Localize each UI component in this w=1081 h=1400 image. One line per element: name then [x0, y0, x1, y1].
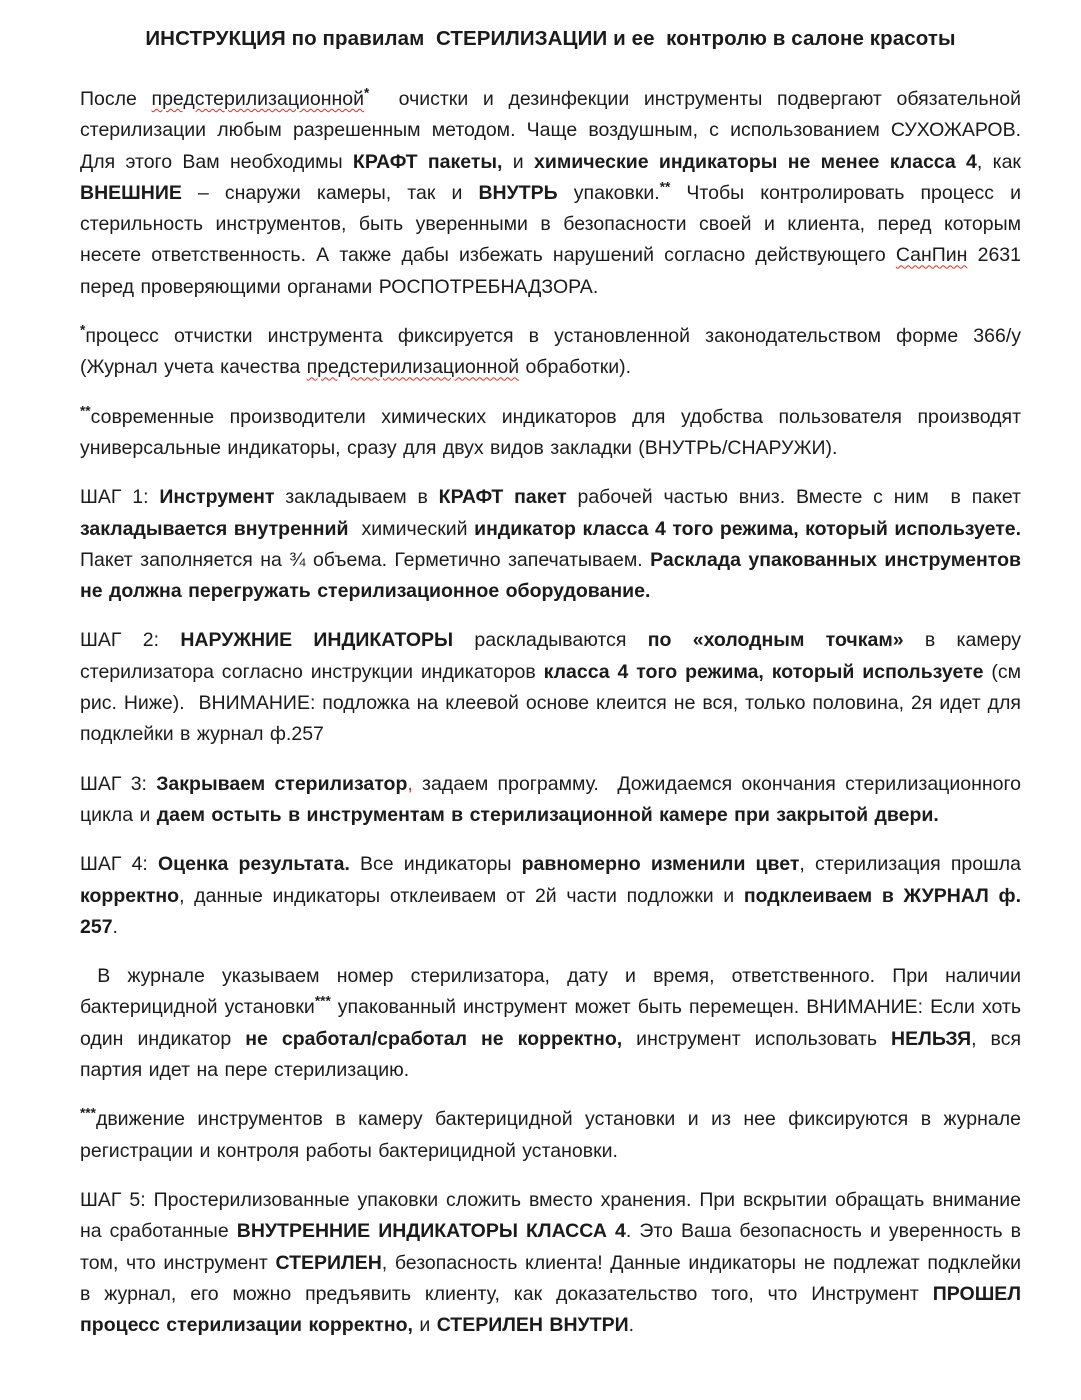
text-run: ШАГ 5: Простерилизованные упаковки сложить вместо хранения. При вскрытии обращать внимание на сработанные: [80, 1188, 1028, 1243]
text-run: ШАГ 3:: [80, 772, 157, 795]
text-run: После: [80, 88, 152, 110]
text-run: упакованный инструмент может быть перемещен. ВНИМАНИЕ: Если хоть один индикатор: [80, 996, 1028, 1050]
text-run: и: [502, 150, 534, 173]
text-run: инструмент использовать: [622, 1027, 892, 1050]
text-run: НЕЛЬЗЯ: [891, 1027, 972, 1050]
text-run: . Это Ваша безопасность и уверенность в том, что инструмент: [80, 1220, 1028, 1274]
paragraph: [80, 84, 1028, 303]
text-run: Пакет заполняется на ¾ объема. Герметично запечатываем.: [80, 517, 1028, 571]
text-run: современные производители химических индикаторов для удобства пользователя производят универсальные индикаторы, сразу для двух видов закладки (ВНУТРЬ/СНАРУЖИ).: [80, 405, 1028, 459]
paragraph: [80, 961, 1028, 1086]
text-run: очистки и дезинфекции инструменты подвергают обязательной стерилизации любым разрешенным методом. Чаще воздушным, с использованием СУХОЖАРОВ. Для этого Вам необходимы: [80, 88, 1028, 173]
text-run: закладывается внутренний: [80, 517, 349, 540]
paragraph: [80, 1104, 1028, 1167]
text-run: Расклада упакованных инструментов не должна перегружать стерилизационное оборудование.: [80, 548, 1028, 603]
text-run: .: [112, 915, 118, 938]
text-run: .: [628, 1314, 635, 1337]
text-run: Закрываем стерилизатор: [156, 772, 408, 795]
paragraph: [80, 482, 1028, 607]
text-run: В журнале указываем номер стерилизатора, дату и время, ответственного. При наличии бактерицидной установки: [80, 965, 1028, 1019]
text-run: , данные индикаторы отклеиваем от 2й части подложки и: [179, 884, 744, 907]
text-run: Инструмент: [159, 486, 275, 509]
text-run: не сработал/сработал не корректно,: [245, 1027, 623, 1050]
paragraph: [80, 849, 1028, 943]
text-run: , как: [976, 150, 1028, 173]
text-run: КРАФТ пакет: [438, 486, 567, 509]
text-run: , стерилизация прошла: [799, 853, 1028, 876]
text-run: химический: [348, 517, 475, 540]
text-run: ,: [407, 772, 413, 795]
paragraph: [80, 769, 1028, 832]
text-run: СТЕРИЛЕН ВНУТРИ: [436, 1314, 629, 1337]
text-run: НАРУЖНИЕ ИНДИКАТОРЫ: [180, 629, 454, 652]
text-run: класса 4 того режима, который используете: [543, 660, 984, 683]
text-run: ВНУТРЬ: [478, 181, 558, 204]
text-run: ***: [80, 1105, 96, 1121]
text-run: и: [412, 1314, 437, 1337]
text-run: КРАФТ пакеты,: [352, 150, 503, 173]
text-run: , вся партия идет на пере стерилизацию.: [80, 1027, 1028, 1082]
text-run: СТЕРИЛЕН: [275, 1251, 382, 1274]
text-run: ***: [314, 993, 331, 1009]
text-run: химические индикаторы не менее класса 4: [533, 150, 977, 173]
text-run: равномерно изменили цвет: [521, 853, 800, 876]
paragraph: [80, 625, 1028, 750]
text-run: , безопасность клиента! Данные индикаторы не подлежат подклейки в журнал, его можно предъявить клиенту, как доказательство того, что Инструмент: [80, 1251, 1028, 1305]
text-run: *: [364, 85, 370, 101]
text-run: ШАГ 4:: [80, 853, 158, 876]
text-run: закладываем в: [274, 486, 439, 509]
text-run: Оценка результата.: [157, 853, 350, 876]
text-run: подклеиваем в ЖУРНАЛ ф. 257: [80, 884, 1028, 938]
text-run: *: [80, 322, 86, 338]
text-run: ШАГ 2:: [80, 629, 181, 652]
text-run: ПРОШЕЛ процесс стерилизации корректно,: [80, 1282, 1028, 1337]
text-run: упаковки.: [557, 181, 660, 204]
text-run: даем остыть в инструментам в стерилизационной камере при закрытой двери.: [156, 803, 939, 826]
text-run: корректно: [80, 884, 180, 907]
text-run: (см рис. Ниже). ВНИМАНИЕ: подложка на клеевой основе клеится не вся, только половина, 2я идет для подклейки в журнал ф.257: [80, 660, 1028, 746]
text-run: по «холодным точкам»: [647, 629, 904, 652]
spellcheck-flagged-text: СанПин: [895, 244, 968, 267]
text-run: рабочей частью вниз. Вместе с ним в пакет: [566, 486, 1028, 509]
document-title: ИНСТРУКЦИЯ по правилам СТЕРИЛИЗАЦИИ и ее контролю в салоне красоты: [145, 27, 956, 50]
paragraph: [80, 321, 1028, 384]
paragraph: [80, 1185, 1028, 1341]
paragraph: [80, 402, 1028, 465]
text-run: обработки).: [519, 356, 632, 379]
text-run: раскладываются: [453, 629, 648, 652]
text-run: Чтобы контролировать процесс и стерильность инструментов, быть уверенными в безопасности своей и клиента, перед которым несете ответственность. А также дабы избежать нарушений согласно действующего: [80, 181, 1028, 267]
text-run: индикатор класса 4 того режима, который используете.: [474, 517, 1022, 540]
text-run: **: [80, 403, 91, 419]
text-run: задаем программу. Дожидаемся окончания стерилизационного цикла и: [80, 772, 1028, 826]
text-run: в камеру стерилизатора согласно инструкции индикаторов: [80, 629, 1028, 683]
text-run: процесс отчистки инструмента фиксируется в установленной законодательством форме 366/у (Журнал учета качества: [80, 325, 1028, 379]
spellcheck-flagged-text: предстерилизационной: [151, 88, 364, 110]
text-run: движение инструментов в камеру бактерицидной установки и из нее фиксируются в журнале регистрации и контроля работы бактерицидной установки.: [80, 1108, 1028, 1162]
text-run: 2631 перед проверяющими органами РОСПОТРЕБНАДЗОРА.: [80, 244, 1028, 298]
document-body: [80, 84, 1028, 1341]
spellcheck-flagged-text: предстерилизационной: [306, 356, 520, 379]
text-run: **: [659, 179, 671, 195]
text-run: Все индикаторы: [349, 853, 522, 876]
text-run: ВНУТРЕННИЕ ИНДИКАТОРЫ КЛАССА 4: [236, 1220, 626, 1243]
text-run: ШАГ 1:: [80, 486, 160, 509]
text-run: ВНЕШНИЕ: [80, 181, 182, 204]
text-run: – снаружи камеры, так и: [181, 181, 479, 204]
